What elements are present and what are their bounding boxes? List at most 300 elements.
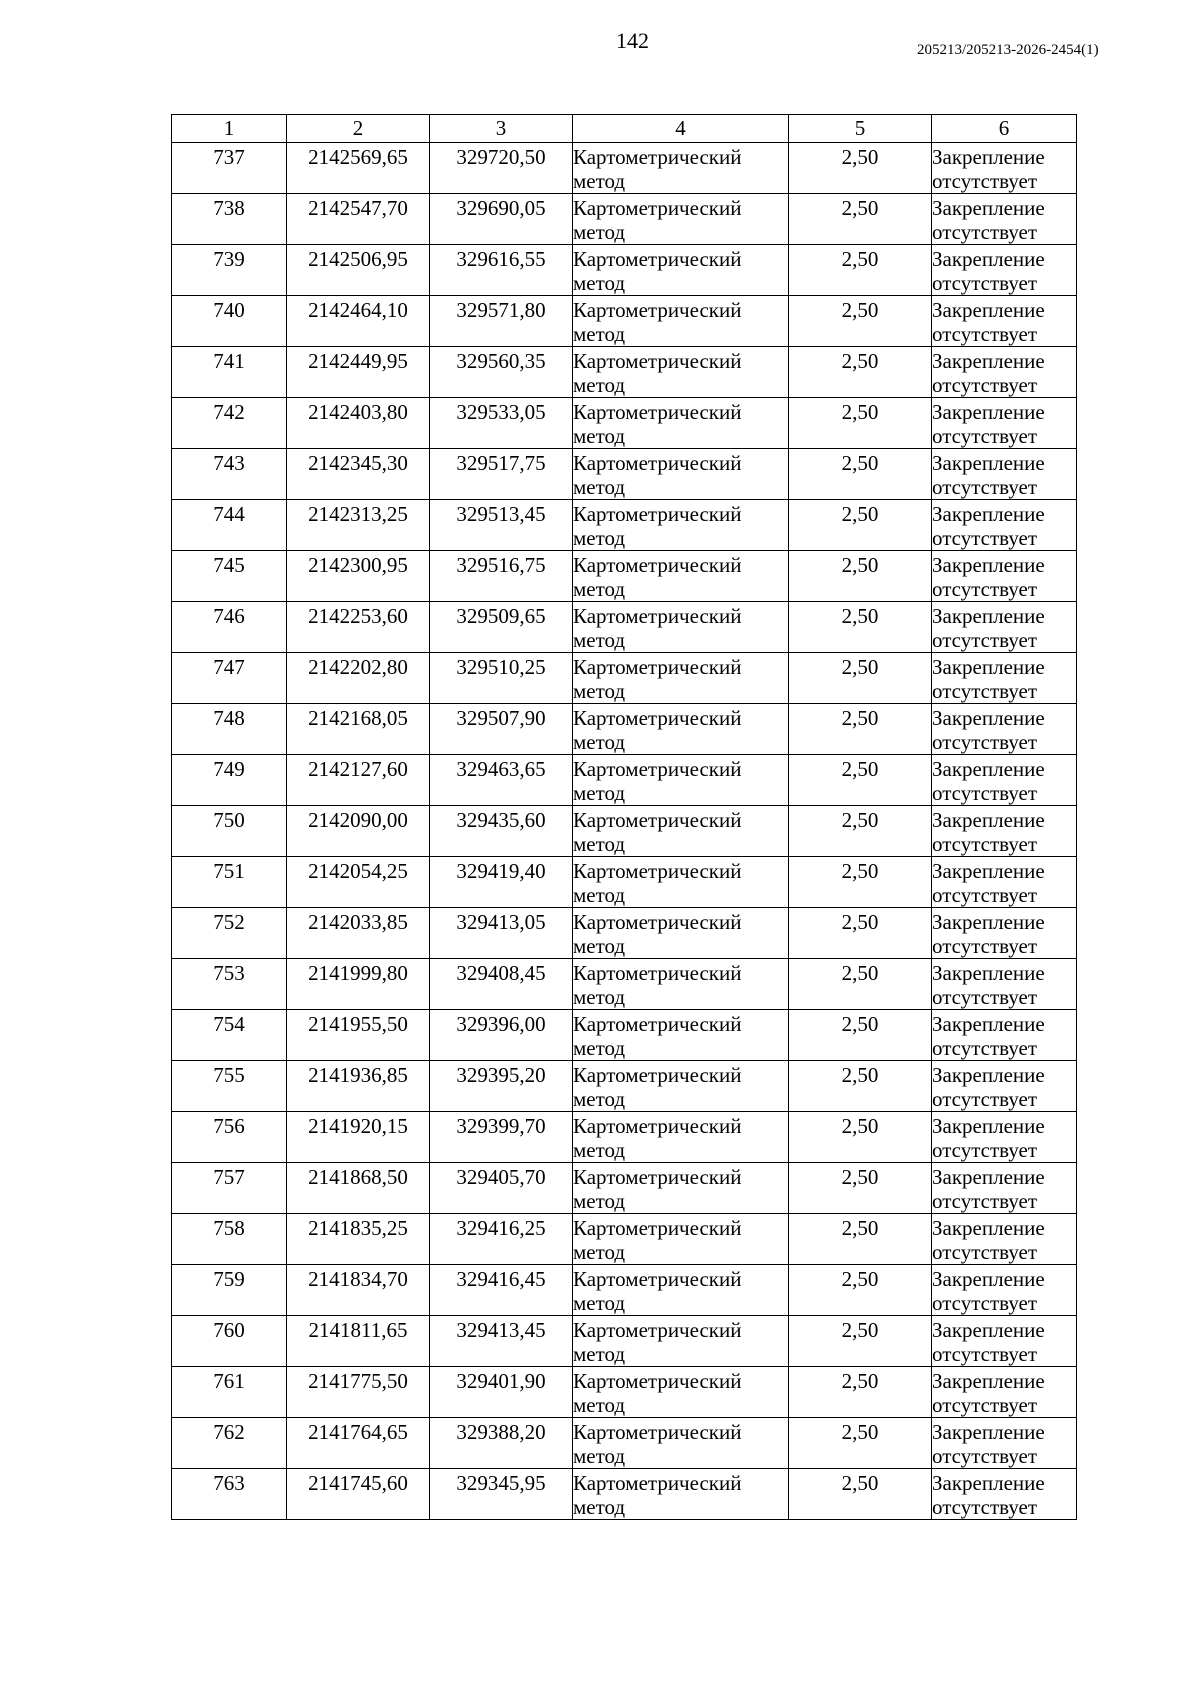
method-cell <box>573 398 789 449</box>
point-number-cell: 758 <box>172 1214 287 1265</box>
accuracy-cell: 2,50 <box>789 1010 932 1061</box>
column-header-5: 5 <box>789 115 932 143</box>
table-row <box>172 296 1077 347</box>
method-line: Картометрический <box>573 1471 742 1495</box>
fixing-cell <box>932 755 1077 806</box>
y-coordinate-cell: 329416,45 <box>430 1265 573 1316</box>
fixing-line: Закрепление <box>932 706 1045 730</box>
table-row <box>172 500 1077 551</box>
x-coordinate-cell: 2142202,80 <box>287 653 430 704</box>
y-coordinate-cell: 329571,80 <box>430 296 573 347</box>
accuracy-cell: 2,50 <box>789 449 932 500</box>
method-cell <box>573 1010 789 1061</box>
fixing-cell <box>932 959 1077 1010</box>
fixing-line: Закрепление <box>932 349 1045 373</box>
accuracy-cell: 2,50 <box>789 551 932 602</box>
fixing-line: Закрепление <box>932 1063 1045 1087</box>
table-row <box>172 1316 1077 1367</box>
method-line: Картометрический <box>573 451 742 475</box>
point-number-cell: 757 <box>172 1163 287 1214</box>
fixing-cell <box>932 347 1077 398</box>
table-row <box>172 755 1077 806</box>
fixing-line: отсутствует <box>932 577 1038 601</box>
method-cell <box>573 704 789 755</box>
fixing-cell <box>932 857 1077 908</box>
fixing-line: отсутствует <box>932 628 1038 652</box>
table-row <box>172 1214 1077 1265</box>
accuracy-cell: 2,50 <box>789 959 932 1010</box>
x-coordinate-cell: 2142168,05 <box>287 704 430 755</box>
method-line: Картометрический <box>573 247 742 271</box>
table-row <box>172 602 1077 653</box>
method-cell <box>573 1214 789 1265</box>
x-coordinate-cell: 2141999,80 <box>287 959 430 1010</box>
accuracy-cell: 2,50 <box>789 398 932 449</box>
x-coordinate-cell: 2142300,95 <box>287 551 430 602</box>
method-line: метод <box>573 373 626 397</box>
method-line: метод <box>573 883 626 907</box>
fixing-line: отсутствует <box>932 169 1038 193</box>
fixing-line: Закрепление <box>932 400 1045 424</box>
fixing-line: отсутствует <box>932 1087 1038 1111</box>
fixing-cell <box>932 806 1077 857</box>
method-line: Картометрический <box>573 1420 742 1444</box>
method-line: Картометрический <box>573 349 742 373</box>
accuracy-cell: 2,50 <box>789 1469 932 1520</box>
method-cell <box>573 1112 789 1163</box>
accuracy-cell: 2,50 <box>789 755 932 806</box>
x-coordinate-cell: 2142253,60 <box>287 602 430 653</box>
method-cell <box>573 653 789 704</box>
point-number-cell: 749 <box>172 755 287 806</box>
method-line: Картометрический <box>573 298 742 322</box>
method-line: Картометрический <box>573 196 742 220</box>
fixing-line: отсутствует <box>932 832 1038 856</box>
fixing-line: отсутствует <box>932 271 1038 295</box>
fixing-line: Закрепление <box>932 247 1045 271</box>
method-line: метод <box>573 322 626 346</box>
method-line: метод <box>573 1036 626 1060</box>
method-line: Картометрический <box>573 1369 742 1393</box>
y-coordinate-cell: 329510,25 <box>430 653 573 704</box>
point-number-cell: 756 <box>172 1112 287 1163</box>
point-number-cell: 752 <box>172 908 287 959</box>
method-cell <box>573 245 789 296</box>
point-number-cell: 737 <box>172 143 287 194</box>
point-number-cell: 740 <box>172 296 287 347</box>
fixing-cell <box>932 143 1077 194</box>
fixing-line: Закрепление <box>932 859 1045 883</box>
method-cell <box>573 296 789 347</box>
method-line: метод <box>573 526 626 550</box>
method-cell <box>573 755 789 806</box>
method-line: метод <box>573 934 626 958</box>
point-number-cell: 751 <box>172 857 287 908</box>
x-coordinate-cell: 2142090,00 <box>287 806 430 857</box>
fixing-line: Закрепление <box>932 961 1045 985</box>
method-line: Картометрический <box>573 961 742 985</box>
y-coordinate-cell: 329395,20 <box>430 1061 573 1112</box>
accuracy-cell: 2,50 <box>789 857 932 908</box>
x-coordinate-cell: 2142506,95 <box>287 245 430 296</box>
method-line: Картометрический <box>573 1114 742 1138</box>
fixing-cell <box>932 1418 1077 1469</box>
table-row <box>172 347 1077 398</box>
method-cell <box>573 1061 789 1112</box>
method-cell <box>573 1316 789 1367</box>
y-coordinate-cell: 329690,05 <box>430 194 573 245</box>
method-line: Картометрический <box>573 757 742 781</box>
method-line: метод <box>573 628 626 652</box>
table-row <box>172 857 1077 908</box>
method-line: Картометрический <box>573 502 742 526</box>
fixing-line: Закрепление <box>932 910 1045 934</box>
method-line: метод <box>573 730 626 754</box>
y-coordinate-cell: 329616,55 <box>430 245 573 296</box>
fixing-cell <box>932 1214 1077 1265</box>
point-number-cell: 741 <box>172 347 287 398</box>
point-number-cell: 739 <box>172 245 287 296</box>
method-cell <box>573 1367 789 1418</box>
fixing-cell <box>932 653 1077 704</box>
fixing-line: Закрепление <box>932 1318 1045 1342</box>
x-coordinate-cell: 2142449,95 <box>287 347 430 398</box>
point-number-cell: 753 <box>172 959 287 1010</box>
point-number-cell: 738 <box>172 194 287 245</box>
fixing-line: отсутствует <box>932 1240 1038 1264</box>
table-row <box>172 143 1077 194</box>
accuracy-cell: 2,50 <box>789 347 932 398</box>
method-line: Картометрический <box>573 859 742 883</box>
fixing-line: Закрепление <box>932 196 1045 220</box>
fixing-line: отсутствует <box>932 985 1038 1009</box>
fixing-line: отсутствует <box>932 883 1038 907</box>
x-coordinate-cell: 2142127,60 <box>287 755 430 806</box>
column-header-4: 4 <box>573 115 789 143</box>
fixing-line: Закрепление <box>932 1216 1045 1240</box>
fixing-cell <box>932 1367 1077 1418</box>
table-row <box>172 398 1077 449</box>
method-cell <box>573 1418 789 1469</box>
y-coordinate-cell: 329388,20 <box>430 1418 573 1469</box>
method-line: метод <box>573 1240 626 1264</box>
method-line: Картометрический <box>573 1318 742 1342</box>
fixing-cell <box>932 1316 1077 1367</box>
table-row <box>172 245 1077 296</box>
fixing-line: отсутствует <box>932 1495 1038 1519</box>
point-number-cell: 747 <box>172 653 287 704</box>
fixing-cell <box>932 1265 1077 1316</box>
method-cell <box>573 449 789 500</box>
point-number-cell: 759 <box>172 1265 287 1316</box>
y-coordinate-cell: 329509,65 <box>430 602 573 653</box>
method-line: метод <box>573 1189 626 1213</box>
y-coordinate-cell: 329517,75 <box>430 449 573 500</box>
point-number-cell: 755 <box>172 1061 287 1112</box>
point-number-cell: 746 <box>172 602 287 653</box>
fixing-cell <box>932 704 1077 755</box>
accuracy-cell: 2,50 <box>789 1061 932 1112</box>
x-coordinate-cell: 2141936,85 <box>287 1061 430 1112</box>
point-number-cell: 761 <box>172 1367 287 1418</box>
x-coordinate-cell: 2142345,30 <box>287 449 430 500</box>
point-number-cell: 754 <box>172 1010 287 1061</box>
column-header-6: 6 <box>932 115 1077 143</box>
fixing-cell <box>932 1061 1077 1112</box>
table-row <box>172 551 1077 602</box>
y-coordinate-cell: 329419,40 <box>430 857 573 908</box>
fixing-line: отсутствует <box>932 220 1038 244</box>
method-line: Картометрический <box>573 604 742 628</box>
fixing-line: Закрепление <box>932 1114 1045 1138</box>
point-number-cell: 743 <box>172 449 287 500</box>
method-line: метод <box>573 475 626 499</box>
x-coordinate-cell: 2141764,65 <box>287 1418 430 1469</box>
fixing-line: отсутствует <box>932 526 1038 550</box>
accuracy-cell: 2,50 <box>789 1163 932 1214</box>
method-line: Картометрический <box>573 1012 742 1036</box>
table-row <box>172 1010 1077 1061</box>
method-line: Картометрический <box>573 145 742 169</box>
x-coordinate-cell: 2141835,25 <box>287 1214 430 1265</box>
method-line: метод <box>573 1393 626 1417</box>
column-header-2: 2 <box>287 115 430 143</box>
x-coordinate-cell: 2141775,50 <box>287 1367 430 1418</box>
column-header-3: 3 <box>430 115 573 143</box>
y-coordinate-cell: 329405,70 <box>430 1163 573 1214</box>
table-row <box>172 806 1077 857</box>
y-coordinate-cell: 329516,75 <box>430 551 573 602</box>
accuracy-cell: 2,50 <box>789 653 932 704</box>
method-line: Картометрический <box>573 808 742 832</box>
y-coordinate-cell: 329507,90 <box>430 704 573 755</box>
y-coordinate-cell: 329413,05 <box>430 908 573 959</box>
method-line: метод <box>573 985 626 1009</box>
y-coordinate-cell: 329399,70 <box>430 1112 573 1163</box>
method-cell <box>573 1469 789 1520</box>
method-line: метод <box>573 1138 626 1162</box>
accuracy-cell: 2,50 <box>789 806 932 857</box>
table-row <box>172 959 1077 1010</box>
method-cell <box>573 1163 789 1214</box>
x-coordinate-cell: 2142313,25 <box>287 500 430 551</box>
x-coordinate-cell: 2142033,85 <box>287 908 430 959</box>
table-row <box>172 1112 1077 1163</box>
fixing-cell <box>932 1469 1077 1520</box>
y-coordinate-cell: 329463,65 <box>430 755 573 806</box>
fixing-cell <box>932 296 1077 347</box>
method-line: метод <box>573 832 626 856</box>
method-line: Картометрический <box>573 910 742 934</box>
method-line: Картометрический <box>573 1063 742 1087</box>
method-cell <box>573 551 789 602</box>
fixing-line: отсутствует <box>932 424 1038 448</box>
method-line: Картометрический <box>573 655 742 679</box>
fixing-cell <box>932 245 1077 296</box>
method-line: Картометрический <box>573 1267 742 1291</box>
table-row <box>172 1265 1077 1316</box>
fixing-line: Закрепление <box>932 1471 1045 1495</box>
column-header-1: 1 <box>172 115 287 143</box>
fixing-line: Закрепление <box>932 1165 1045 1189</box>
fixing-cell <box>932 908 1077 959</box>
table-row <box>172 449 1077 500</box>
fixing-line: отсутствует <box>932 1036 1038 1060</box>
fixing-line: отсутствует <box>932 322 1038 346</box>
table-row <box>172 1367 1077 1418</box>
fixing-line: Закрепление <box>932 451 1045 475</box>
method-line: метод <box>573 1444 626 1468</box>
fixing-cell <box>932 500 1077 551</box>
method-line: метод <box>573 1495 626 1519</box>
fixing-line: Закрепление <box>932 502 1045 526</box>
x-coordinate-cell: 2141745,60 <box>287 1469 430 1520</box>
point-number-cell: 745 <box>172 551 287 602</box>
accuracy-cell: 2,50 <box>789 143 932 194</box>
y-coordinate-cell: 329401,90 <box>430 1367 573 1418</box>
fixing-line: отсутствует <box>932 373 1038 397</box>
accuracy-cell: 2,50 <box>789 245 932 296</box>
fixing-cell <box>932 398 1077 449</box>
x-coordinate-cell: 2142403,80 <box>287 398 430 449</box>
fixing-line: отсутствует <box>932 475 1038 499</box>
x-coordinate-cell: 2141868,50 <box>287 1163 430 1214</box>
method-cell <box>573 194 789 245</box>
accuracy-cell: 2,50 <box>789 908 932 959</box>
table-row <box>172 1418 1077 1469</box>
fixing-line: Закрепление <box>932 655 1045 679</box>
fixing-cell <box>932 194 1077 245</box>
table-row <box>172 1469 1077 1520</box>
method-line: метод <box>573 577 626 601</box>
fixing-line: Закрепление <box>932 604 1045 628</box>
x-coordinate-cell: 2142569,65 <box>287 143 430 194</box>
table-row <box>172 1163 1077 1214</box>
page-number: 142 <box>616 28 649 53</box>
y-coordinate-cell: 329416,25 <box>430 1214 573 1265</box>
method-cell <box>573 857 789 908</box>
accuracy-cell: 2,50 <box>789 1418 932 1469</box>
y-coordinate-cell: 329513,45 <box>430 500 573 551</box>
fixing-line: отсутствует <box>932 679 1038 703</box>
point-number-cell: 742 <box>172 398 287 449</box>
method-cell <box>573 806 789 857</box>
accuracy-cell: 2,50 <box>789 296 932 347</box>
method-line: Картометрический <box>573 1165 742 1189</box>
fixing-line: Закрепление <box>932 145 1045 169</box>
x-coordinate-cell: 2141811,65 <box>287 1316 430 1367</box>
fixing-line: Закрепление <box>932 757 1045 781</box>
fixing-line: Закрепление <box>932 1012 1045 1036</box>
method-line: Картометрический <box>573 706 742 730</box>
document-id: 205213/205213-2026-2454(1) <box>917 42 1099 58</box>
accuracy-cell: 2,50 <box>789 1214 932 1265</box>
fixing-line: отсутствует <box>932 1138 1038 1162</box>
fixing-line: отсутствует <box>932 781 1038 805</box>
y-coordinate-cell: 329413,45 <box>430 1316 573 1367</box>
method-line: Картометрический <box>573 400 742 424</box>
fixing-cell <box>932 1163 1077 1214</box>
point-number-cell: 762 <box>172 1418 287 1469</box>
accuracy-cell: 2,50 <box>789 602 932 653</box>
fixing-line: отсутствует <box>932 1291 1038 1315</box>
method-line: Картометрический <box>573 1216 742 1240</box>
y-coordinate-cell: 329396,00 <box>430 1010 573 1061</box>
fixing-cell <box>932 1112 1077 1163</box>
point-number-cell: 750 <box>172 806 287 857</box>
method-cell <box>573 347 789 398</box>
x-coordinate-cell: 2142547,70 <box>287 194 430 245</box>
x-coordinate-cell: 2141834,70 <box>287 1265 430 1316</box>
point-number-cell: 744 <box>172 500 287 551</box>
y-coordinate-cell: 329435,60 <box>430 806 573 857</box>
accuracy-cell: 2,50 <box>789 194 932 245</box>
method-line: Картометрический <box>573 553 742 577</box>
method-line: метод <box>573 679 626 703</box>
y-coordinate-cell: 329345,95 <box>430 1469 573 1520</box>
fixing-line: отсутствует <box>932 1342 1038 1366</box>
fixing-cell <box>932 1010 1077 1061</box>
table-row <box>172 653 1077 704</box>
fixing-line: отсутствует <box>932 934 1038 958</box>
accuracy-cell: 2,50 <box>789 1367 932 1418</box>
method-line: метод <box>573 220 626 244</box>
x-coordinate-cell: 2141920,15 <box>287 1112 430 1163</box>
fixing-line: отсутствует <box>932 1393 1038 1417</box>
fixing-line: Закрепление <box>932 553 1045 577</box>
x-coordinate-cell: 2142054,25 <box>287 857 430 908</box>
point-number-cell: 763 <box>172 1469 287 1520</box>
point-number-cell: 748 <box>172 704 287 755</box>
method-cell <box>573 908 789 959</box>
method-line: метод <box>573 271 626 295</box>
fixing-line: отсутствует <box>932 730 1038 754</box>
fixing-line: Закрепление <box>932 1267 1045 1291</box>
table-row <box>172 908 1077 959</box>
method-line: метод <box>573 1291 626 1315</box>
method-line: метод <box>573 1342 626 1366</box>
method-cell <box>573 1265 789 1316</box>
y-coordinate-cell: 329720,50 <box>430 143 573 194</box>
fixing-line: отсутствует <box>932 1189 1038 1213</box>
table-row <box>172 1061 1077 1112</box>
accuracy-cell: 2,50 <box>789 1112 932 1163</box>
method-line: метод <box>573 1087 626 1111</box>
method-cell <box>573 602 789 653</box>
table-row <box>172 704 1077 755</box>
fixing-line: Закрепление <box>932 1369 1045 1393</box>
method-cell <box>573 143 789 194</box>
method-cell <box>573 500 789 551</box>
fixing-line: Закрепление <box>932 1420 1045 1444</box>
accuracy-cell: 2,50 <box>789 1316 932 1367</box>
x-coordinate-cell: 2142464,10 <box>287 296 430 347</box>
fixing-line: отсутствует <box>932 1444 1038 1468</box>
point-number-cell: 760 <box>172 1316 287 1367</box>
fixing-cell <box>932 551 1077 602</box>
table-header-row <box>172 115 1077 143</box>
method-line: метод <box>573 169 626 193</box>
accuracy-cell: 2,50 <box>789 500 932 551</box>
y-coordinate-cell: 329533,05 <box>430 398 573 449</box>
x-coordinate-cell: 2141955,50 <box>287 1010 430 1061</box>
method-line: метод <box>573 781 626 805</box>
fixing-line: Закрепление <box>932 808 1045 832</box>
table-row <box>172 194 1077 245</box>
y-coordinate-cell: 329560,35 <box>430 347 573 398</box>
coordinates-table <box>171 114 1077 1520</box>
table-body <box>172 143 1077 1520</box>
